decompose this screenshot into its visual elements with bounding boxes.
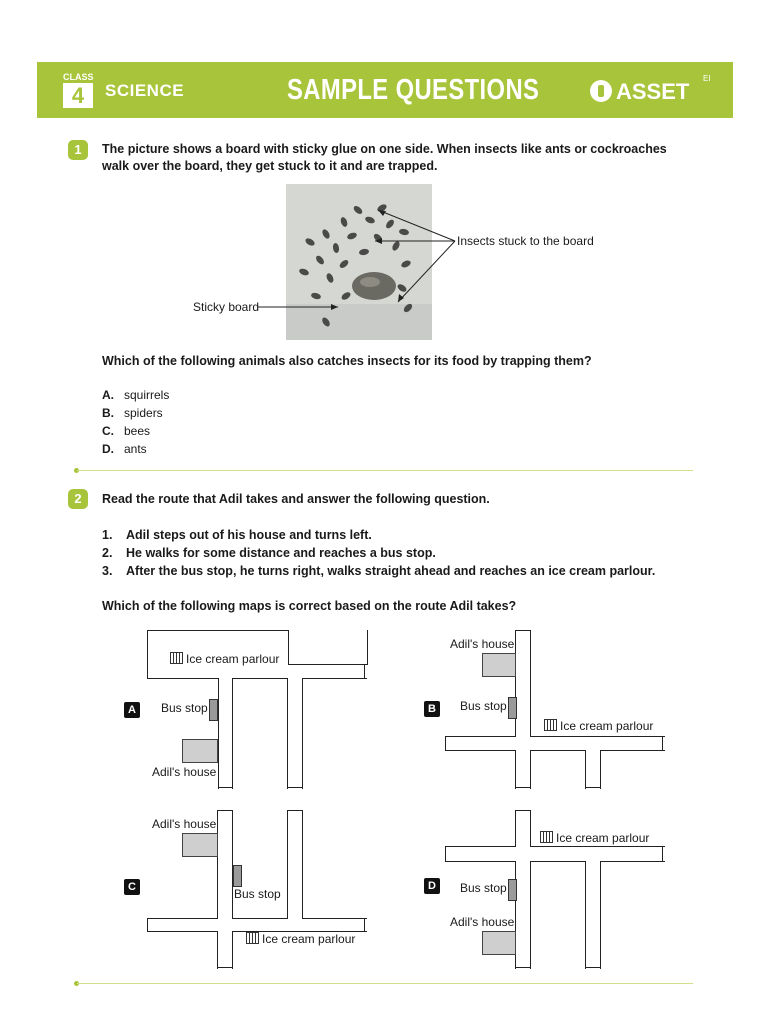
map-a[interactable] [147,630,365,788]
map-a-ice-cream-label: Ice cream parlour [170,652,279,666]
route-step-2: 2. He walks for some distance and reaches a bus stop. [102,546,436,560]
label-sticky-board: Sticky board [193,300,260,314]
class-number: 4 [63,83,93,108]
question-2-prompt: Which of the following maps is correct based on the route Adil takes? [102,599,517,613]
bus-stop-marker [209,699,218,721]
map-a-bus-label: Bus stop [161,701,208,715]
map-d[interactable] [445,810,663,968]
house-marker [482,653,516,677]
map-d-ice-cream-label: Ice cream parlour [540,831,649,845]
option-letter: D. [102,442,114,456]
option-letter: C. [102,424,114,438]
class-label: CLASS [63,72,94,82]
page-title: SAMPLE QUESTIONS [287,74,540,106]
house-marker [482,931,516,955]
option-text: ants [124,442,147,456]
map-c[interactable] [147,810,365,968]
q1-option-b[interactable] [102,406,163,420]
map-b-bus-label: Bus stop [460,699,507,713]
q1-option-c[interactable] [102,424,150,438]
shop-icon [170,652,183,664]
brand-superscript: EI [703,74,711,83]
map-c-letter[interactable]: C [124,879,140,895]
house-marker [182,739,218,763]
question-2-text: Read the route that Adil takes and answer the following question. [102,492,490,506]
subject-label: SCIENCE [105,81,185,100]
label-insects-stuck: Insects stuck to the board [457,234,594,248]
bus-stop-marker [508,697,517,719]
question-1-prompt: Which of the following animals also catches insects for its food by trapping them? [102,354,592,368]
map-b[interactable] [445,630,663,788]
option-letter: A. [102,388,114,402]
option-letter: B. [102,406,114,420]
map-b-ice-cream-label: Ice cream parlour [544,719,653,733]
question-1-number: 1 [68,140,88,160]
map-d-letter[interactable]: D [424,878,440,894]
section-divider [77,470,693,471]
bus-stop-marker [233,865,242,887]
map-a-house-label: Adil's house [152,765,217,779]
map-c-ice-cream-label: Ice cream parlour [246,932,355,946]
brand-name: ASSET [616,79,690,104]
route-step-1: 1. Adil steps out of his house and turns left. [102,528,372,542]
map-c-house-label: Adil's house [152,817,217,831]
q1-option-a[interactable] [102,388,169,402]
question-1-text: The picture shows a board with sticky glue on one side. When insects like ants or cockroaches walk over the board, they get stuck to it and are trapped. [102,142,667,173]
q1-option-d[interactable] [102,442,147,456]
map-c-bus-label: Bus stop [234,887,281,901]
map-b-letter[interactable]: B [424,701,440,717]
map-d-bus-label: Bus stop [460,881,507,895]
q1-callout-lines [0,0,768,400]
map-b-house-label: Adil's house [450,637,515,651]
house-marker [182,833,218,857]
map-a-letter[interactable]: A [124,702,140,718]
shop-icon [246,932,259,944]
question-2-number: 2 [68,489,88,509]
option-text: spiders [124,406,163,420]
option-text: squirrels [124,388,170,402]
bus-stop-marker [508,879,517,901]
shop-icon [544,719,557,731]
section-divider [77,983,693,984]
option-text: bees [124,424,151,438]
map-d-house-label: Adil's house [450,915,515,929]
shop-icon [540,831,553,843]
route-step-3: 3. After the bus stop, he turns right, walks straight ahead and reaches an ice cream parlour. [102,564,656,578]
